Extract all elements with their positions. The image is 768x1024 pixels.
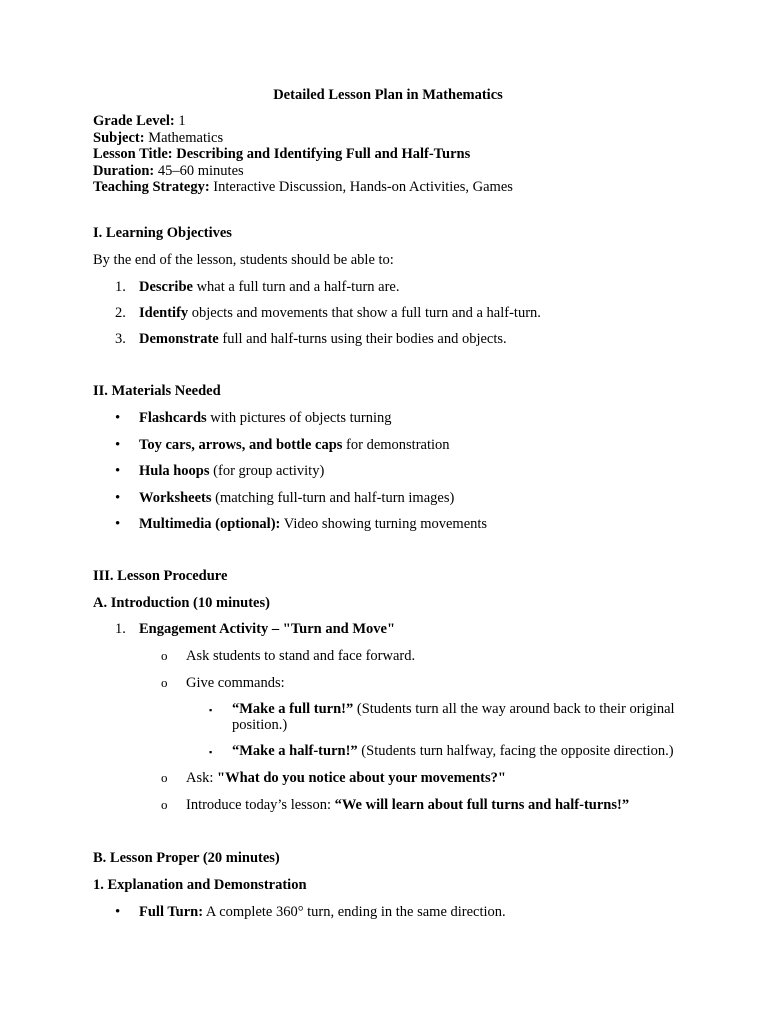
duration-line	[93, 163, 683, 180]
lesson-meta	[93, 113, 683, 196]
command-text: (Students turn all the way around back to their original position.)	[232, 700, 675, 733]
ask-question: "What do you notice about your movements?"	[217, 769, 506, 786]
full-turn-label: Full Turn:	[139, 903, 204, 920]
subject-line	[93, 130, 683, 147]
step-stand: Ask students to stand and face forward.	[186, 647, 416, 664]
list-item	[93, 489, 683, 507]
bullet-marker: •	[115, 515, 121, 532]
objectives-intro: By the end of the lesson, students should be able to:	[93, 251, 394, 268]
command-bold: “Make a half-turn!”	[232, 742, 358, 759]
list-item	[93, 903, 683, 921]
item-bold: Flashcards	[139, 409, 207, 426]
ask-prefix: Ask:	[186, 769, 218, 786]
materials-heading: II. Materials Needed	[93, 382, 221, 399]
engagement-item	[93, 620, 683, 638]
item-text: (for group activity)	[209, 462, 325, 479]
list-item	[93, 647, 683, 665]
bullet-marker: •	[115, 462, 121, 479]
item-bold: Multimedia (optional):	[139, 515, 281, 532]
circle-marker: o	[161, 769, 168, 785]
duration-label: Duration:	[93, 162, 155, 179]
circle-marker: o	[161, 647, 168, 663]
item-text: with pictures of objects turning	[206, 409, 392, 426]
explanation-heading: 1. Explanation and Demonstration	[93, 876, 307, 893]
introduce-prefix: Introduce today’s lesson:	[186, 796, 335, 813]
list-item	[93, 674, 683, 692]
list-item	[93, 409, 683, 427]
item-bold: Describe	[139, 278, 193, 295]
strategy-line	[93, 179, 683, 196]
list-item	[93, 769, 683, 787]
list-item	[93, 796, 683, 814]
list-item	[93, 330, 683, 348]
item-text: objects and movements that show a full turn and a half-turn.	[188, 304, 541, 321]
list-number: 1.	[115, 620, 126, 637]
subject-label: Subject:	[93, 129, 145, 146]
bullet-marker: •	[115, 903, 121, 920]
item-bold: Worksheets	[139, 489, 212, 506]
subject-value: Mathematics	[144, 129, 224, 146]
list-number: 1.	[115, 278, 126, 295]
introduction-heading: A. Introduction (10 minutes)	[93, 594, 270, 611]
command-text: (Students turn halfway, facing the opposite direction.)	[357, 742, 674, 759]
objectives-list	[93, 278, 683, 348]
list-item	[93, 515, 683, 533]
grade-level-label: Grade Level:	[93, 113, 175, 129]
item-text: (matching full-turn and half-turn images)	[211, 489, 455, 506]
circle-marker: o	[161, 796, 168, 812]
engagement-title: Engagement Activity – "Turn and Move"	[139, 620, 396, 637]
square-marker: ▪	[209, 746, 213, 757]
list-item	[93, 436, 683, 454]
item-text: for demonstration	[342, 436, 450, 453]
step-commands: Give commands:	[186, 674, 285, 691]
list-item	[93, 742, 683, 760]
strategy-label: Teaching Strategy:	[93, 179, 210, 195]
strategy-value: Interactive Discussion, Hands-on Activities, Games	[209, 179, 513, 195]
objectives-heading: I. Learning Objectives	[93, 224, 232, 241]
item-text: Video showing turning movements	[280, 515, 488, 532]
list-item	[93, 701, 683, 733]
procedure-heading: III. Lesson Procedure	[93, 567, 228, 584]
item-bold: Hula hoops	[139, 462, 210, 479]
grade-level-value: 1	[174, 113, 186, 129]
item-bold: Identify	[139, 304, 189, 321]
command-bold: “Make a full turn!”	[232, 700, 354, 717]
item-bold: Demonstrate	[139, 330, 219, 347]
item-text: full and half-turns using their bodies and objects.	[218, 330, 507, 347]
bullet-marker: •	[115, 409, 121, 426]
bullet-marker: •	[115, 489, 121, 506]
document-title: Detailed Lesson Plan in Mathematics	[273, 87, 503, 103]
list-item	[93, 278, 683, 296]
lesson-title-line: Lesson Title: Describing and Identifying Full and Half-Turns	[93, 146, 471, 162]
item-text: what a full turn and a half-turn are.	[192, 278, 400, 295]
introduce-statement: “We will learn about full turns and half-turns!”	[334, 796, 630, 813]
bullet-marker: •	[115, 436, 121, 453]
circle-marker: o	[161, 674, 168, 690]
full-turn-text: A complete 360° turn, ending in the same direction.	[203, 903, 506, 920]
item-bold: Toy cars, arrows, and bottle caps	[139, 436, 343, 453]
materials-list	[93, 409, 683, 533]
list-item	[93, 304, 683, 322]
square-marker: ▪	[209, 704, 213, 715]
list-number: 3.	[115, 330, 126, 347]
list-item	[93, 462, 683, 480]
duration-value: 45–60 minutes	[154, 162, 244, 179]
grade-level-line	[93, 113, 683, 130]
document-page	[93, 86, 683, 921]
lesson-proper-heading: B. Lesson Proper (20 minutes)	[93, 849, 280, 866]
list-number: 2.	[115, 304, 126, 321]
